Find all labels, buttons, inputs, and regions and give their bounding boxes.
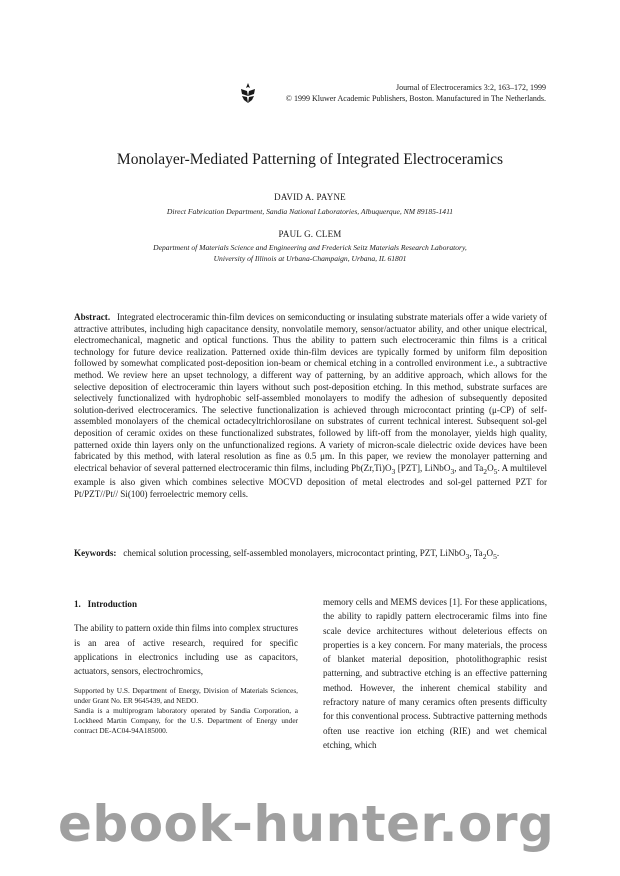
subscript: 3 — [391, 466, 396, 476]
subscript: 5 — [493, 466, 498, 476]
subscript: 5 — [493, 551, 497, 561]
left-column — [74, 597, 298, 678]
keywords-text: , Ta — [469, 548, 483, 558]
copyright-notice: © 1999 Kluwer Academic Publishers, Boston. Manufactured in The Netherlands. — [285, 94, 546, 103]
subscript: 3 — [450, 466, 455, 476]
keywords-label: Keywords: — [74, 548, 117, 558]
section-heading — [74, 597, 298, 611]
abstract-text: [PZT], LiNbO — [395, 462, 451, 473]
subscript: 2 — [482, 551, 487, 561]
footnote-funding: Supported by U.S. Department of Energy, Division of Materials Sciences, under Grant No. ER 9645439, and NEDO. — [74, 686, 298, 705]
abstract-text: Integrated electroceramic thin-film devices on semiconducting or insulating substrate materials offer a wide variety of attractive attributes, including high capacitance density, nonvolatile memory, sensor/actuator ability, and other unique electrical, electromechanical, magnetic and optical functions. Thus the ability to pattern such electroceramic thin films is a critical technology for future device realization. Patterned oxide thin-film devices are typically formed by uniform film deposition followed by somewhat complicated post-deposition ion-beam or chemical etching in a controlled environment i.e., a subtractive method. We review here an upset technology, a different way of patterning, by an additive approach, which allows for the selective deposition of electroceramic thin layers without such post-deposition etching. In this method, substrate surfaces are selectively functionalized with hydrophobic self-assembled monolayers to modify the adhesion of subsequently deposited solution-derived electroceramics. The selective functionalization is achieved through microcontact printing (μ-CP) of self-assembled monolayers of the chemical octadecyltrichlorosilane on substrates of current technical interest. Subsequent sol-gel deposition of ceramic oxides on these functionalized substrates, followed by lift-off from the monolayer, yields high quality, patterned oxide thin layers only on the unfunctionalized regions. A variety of micron-scale dielectric oxide devices have been fabricated by this method, with lateral resolution as fine as 0.5 μm. In this paper, we review the monolayer patterning and electrical behavior of several patterned electroceramic thin films, including — [74, 312, 548, 473]
abstract-text: . A multilevel example is also given which combines selective MOCVD deposition of metal electrodes and sol-gel patterned PZT for Pt/PZT//Pt// Si(100) ferroelectric memory cells. — [74, 462, 548, 499]
abstract-text: , and Ta — [454, 462, 484, 473]
right-column — [323, 595, 547, 752]
keywords-text: . — [496, 548, 500, 558]
kluwer-logo-icon — [238, 82, 258, 104]
author-affiliation: Direct Fabrication Department, Sandia National Laboratories, Albuquerque, NM 89185-1411 — [166, 207, 454, 216]
intro-paragraph: The ability to pattern oxide thin films into complex structures is an area of active research, required for specific applications in electronics including use as capacitors, actuators, sensors, electrochromics, — [74, 623, 299, 677]
author-name: DAVID A. PAYNE — [274, 192, 346, 202]
subscript: 3 — [465, 551, 470, 561]
author-affiliation — [0, 242, 620, 264]
author-name: PAUL G. CLEM — [278, 229, 342, 239]
formula-text: Pb(Zr,Ti)O — [351, 462, 392, 473]
keywords — [74, 548, 547, 562]
affiliation-line: University of Illinois at Urbana-Champaign, Urbana, IL 61801 — [213, 254, 407, 263]
paper-title: Monolayer-Mediated Patterning of Integrated Electroceramics — [116, 151, 504, 168]
abstract — [74, 312, 547, 500]
footnote-sandia: Sandia is a multiprogram laboratory operated by Sandia Corporation, a Lockheed Martin Company, for the U.S. Department of Energy under contract DE-AC04-94A185000. — [74, 706, 298, 735]
section-number: 1. — [74, 599, 81, 609]
affiliation-line: Department of Materials Science and Engineering and Frederick Seitz Materials Research Laboratory, — [153, 243, 467, 252]
subscript: 2 — [483, 466, 488, 476]
abstract-text: O — [487, 462, 494, 473]
watermark: ebook-hunter.org — [58, 795, 555, 853]
keywords-text: chemical solution processing, self-assembled monolayers, microcontact printing, PZT, LiNbO — [123, 548, 466, 558]
intro-paragraph-continued: memory cells and MEMS devices [1]. For these applications, the ability to rapidly pattern electroceramic films into fine scale device architectures without deleterious effects on properties is a key concern. For many materials, the process of blanket material deposition, photolithographic resist patterning, and subtractive etching is an effective patterning method. However, the inherent chemical stability and refractory nature of many ceramics often presents difficulty for this conventional process. Subtractive patterning methods often use reactive ion etching (RIE) and wet chemical etching, which — [323, 597, 547, 750]
abstract-label: Abstract. — [74, 312, 111, 322]
journal-citation: Journal of Electroceramics 3:2, 163–172, 1999 — [396, 83, 546, 92]
section-title: Introduction — [87, 599, 138, 609]
footnote — [74, 686, 298, 736]
journal-info — [286, 82, 546, 104]
keywords-text: O — [486, 548, 494, 558]
